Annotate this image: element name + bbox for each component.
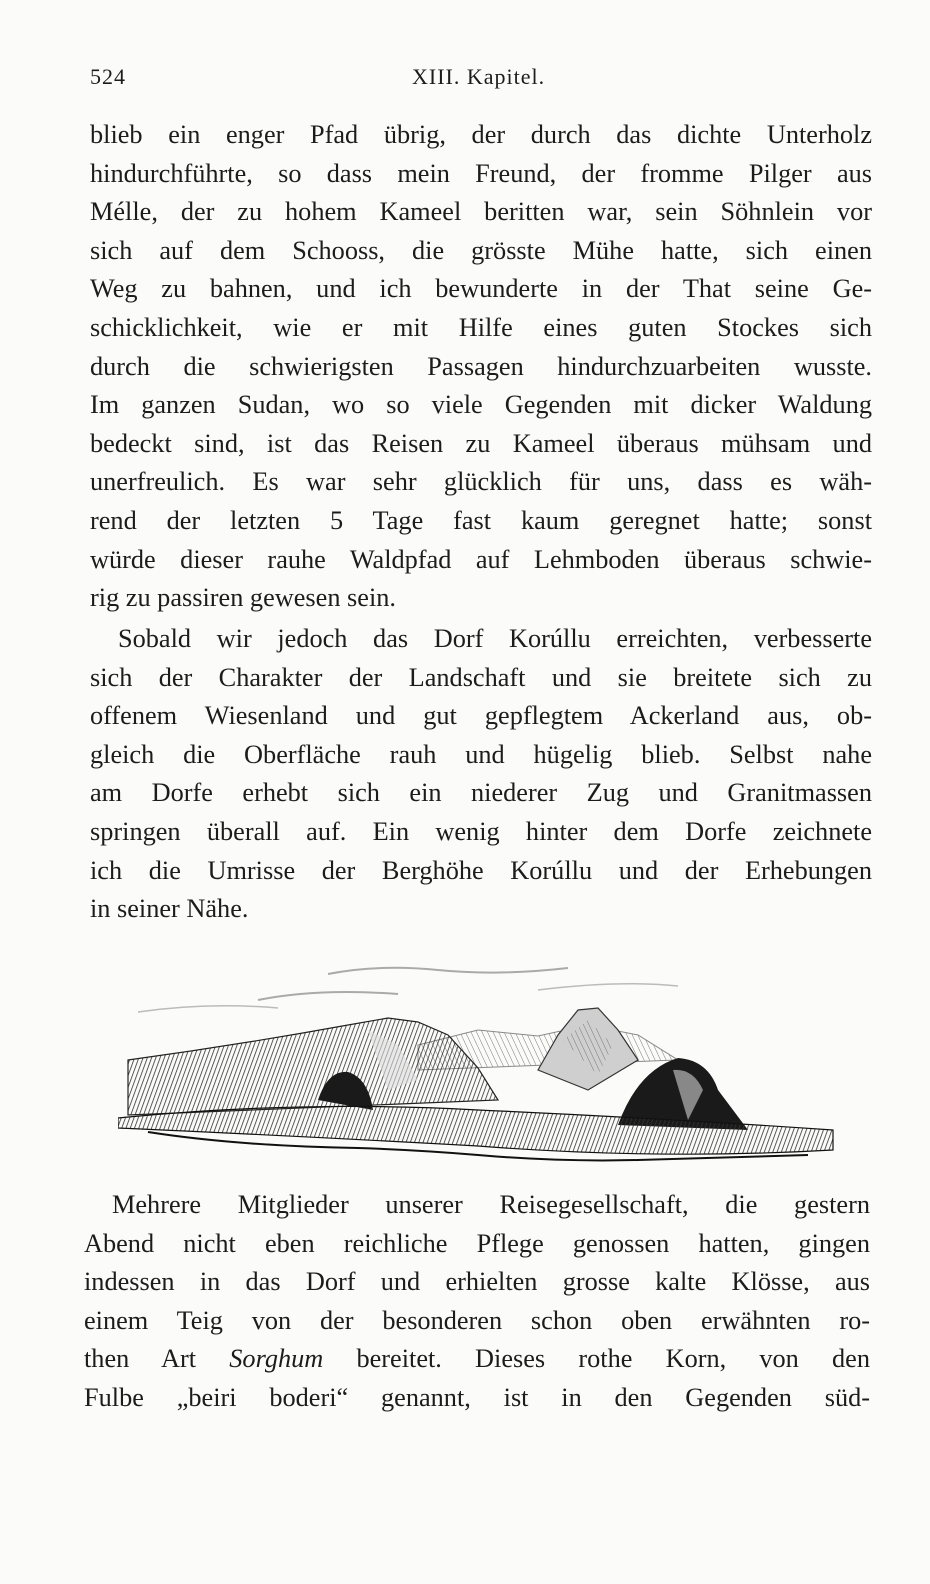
landscape-illustration bbox=[118, 950, 838, 1180]
paragraph-3 bbox=[84, 1186, 870, 1418]
text-line: rend der letzten 5 Tage fast kaum geregnet hatte; sonst bbox=[90, 505, 872, 535]
text-line: einem Teig von der besonderen schon oben erwähnten ro- bbox=[84, 1305, 870, 1335]
text-line: Abend nicht eben reichliche Pflege genossen hatten, gingen bbox=[84, 1228, 870, 1258]
text-line: Mélle, der zu hohem Kameel beritten war, sein Söhnlein vor bbox=[90, 197, 872, 227]
text-line: rig zu passiren gewesen sein. bbox=[90, 583, 396, 613]
text-line: in seiner Nähe. bbox=[90, 894, 249, 924]
text-line: gleich die Oberfläche rauh und hügelig blieb. Selbst nahe bbox=[90, 739, 872, 769]
text-line: then Art Sorghum bereitet. Dieses rothe Korn, von den bbox=[84, 1344, 870, 1374]
text-line: springen überall auf. Ein wenig hinter dem Dorfe zeichnete bbox=[90, 816, 872, 846]
text-line: indessen in das Dorf und erhielten grosse kalte Klösse, aus bbox=[84, 1267, 870, 1297]
text-line: offenem Wiesenland und gut gepflegtem Ackerland aus, ob- bbox=[90, 701, 872, 731]
text-line: Mehrere Mitglieder unserer Reisegesellschaft, die gestern bbox=[112, 1190, 870, 1219]
page-header bbox=[90, 58, 870, 98]
paragraph-1 bbox=[90, 116, 872, 618]
text-line: sich der Charakter der Landschaft und sie breitete sich zu bbox=[90, 662, 872, 692]
text-line: bedeckt sind, ist das Reisen zu Kameel überaus mühsam und bbox=[90, 428, 872, 458]
text-line: durch die schwierigsten Passagen hindurchzuarbeiten wusste. bbox=[90, 351, 872, 381]
running-title: XIII. Kapitel. bbox=[412, 64, 546, 89]
text-line: unerfreulich. Es war sehr glücklich für uns, dass es wäh- bbox=[90, 467, 872, 497]
peak-hill bbox=[538, 1008, 638, 1090]
text-line: würde dieser rauhe Waldpfad auf Lehmboden überaus schwie- bbox=[90, 544, 872, 574]
text-line: blieb ein enger Pfad übrig, der durch das dichte Unterholz bbox=[90, 120, 872, 149]
text-line: ich die Umrisse der Berghöhe Korúllu und der Erhebungen bbox=[90, 855, 872, 885]
text-line: Sobald wir jedoch das Dorf Korúllu erreichten, verbesserte bbox=[118, 624, 872, 653]
text-line: Weg zu bahnen, und ich bewunderte in der That seine Ge- bbox=[90, 274, 872, 304]
text-line: schicklichkeit, wie er mit Hilfe eines guten Stockes sich bbox=[90, 312, 872, 342]
text-line: Im ganzen Sudan, wo so viele Gegenden mit dicker Waldung bbox=[90, 390, 872, 420]
sky-clouds bbox=[138, 968, 678, 1012]
landscape-engraving bbox=[118, 950, 838, 1180]
paragraph-2 bbox=[90, 620, 872, 929]
italic-word: Sorghum bbox=[229, 1344, 324, 1374]
text-line: Fulbe „beiri boderi“ genannt, ist in den Gegenden süd- bbox=[84, 1382, 870, 1412]
main-hill bbox=[128, 1018, 498, 1115]
text-line: am Dorfe erhebt sich ein niederer Zug und Granitmassen bbox=[90, 778, 872, 808]
page-number: 524 bbox=[90, 64, 126, 89]
text-line: sich auf dem Schooss, die grösste Mühe hatte, sich einen bbox=[90, 235, 872, 265]
text-line: hindurchführte, so dass mein Freund, der fromme Pilger aus bbox=[90, 158, 872, 188]
